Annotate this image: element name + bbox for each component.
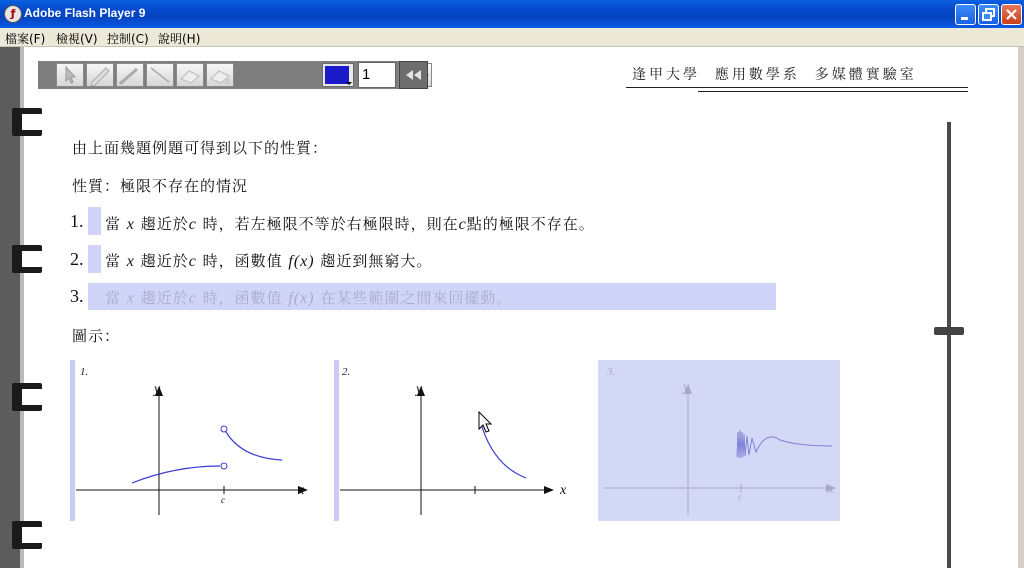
rewind-icon bbox=[400, 62, 427, 88]
menu-view[interactable]: 檢視(V) bbox=[56, 32, 98, 46]
page-slider-thumb[interactable] bbox=[934, 327, 964, 335]
minimize-button[interactable] bbox=[955, 4, 976, 25]
graph-3-panel bbox=[598, 360, 840, 521]
clear-tool[interactable] bbox=[206, 63, 234, 87]
header-rule bbox=[626, 87, 968, 88]
item-2-number: 2. bbox=[70, 249, 84, 269]
graph-1-open-point bbox=[221, 463, 227, 469]
menu-file[interactable]: 檔案(F) bbox=[5, 32, 46, 46]
graph-1-open-point bbox=[221, 426, 227, 432]
brush-icon bbox=[117, 64, 143, 86]
close-button[interactable] bbox=[1001, 4, 1022, 25]
graph-2-x-label: x bbox=[560, 483, 567, 498]
eraser-tool[interactable] bbox=[176, 63, 204, 87]
item-1-highlight bbox=[88, 207, 101, 235]
institution-header: 逢甲大學 應用數學系 多媒體實驗室 bbox=[632, 67, 917, 83]
restore-button[interactable] bbox=[978, 4, 999, 25]
graph-1 bbox=[70, 360, 310, 521]
graph-1-x-label: x bbox=[298, 483, 305, 498]
item-2-highlight bbox=[88, 245, 101, 273]
graph-3-oscillating-curve bbox=[737, 430, 832, 458]
graph-1-panel bbox=[70, 360, 310, 521]
graph-1-label: 1. bbox=[80, 366, 89, 378]
graph-2-y-label: y bbox=[416, 382, 423, 397]
line-tool[interactable] bbox=[146, 63, 174, 87]
graph-1-left-curve bbox=[132, 466, 220, 483]
binder-ring bbox=[12, 245, 42, 273]
item-2-text: 當 x 趨近於c 時，函數值 f(x) 趨近到無窮大。 bbox=[105, 252, 433, 270]
menu-control[interactable]: 控制(C) bbox=[107, 32, 149, 46]
header-rule bbox=[698, 91, 968, 92]
pointer-tool[interactable] bbox=[56, 63, 84, 87]
graph-3-c-label: c bbox=[738, 492, 742, 502]
eraser-icon bbox=[177, 64, 203, 86]
arrow-cursor-icon bbox=[57, 64, 83, 86]
item-3-number: 3. bbox=[70, 286, 84, 306]
graph-3-x-label: x bbox=[828, 481, 834, 496]
diagram-label: 圖示： bbox=[72, 327, 121, 345]
graph-1-y-label: y bbox=[154, 382, 161, 397]
item-3-text: 當 x 趨近於c 時，函數值 f(x) 在某些範圍之間來回擺動。 bbox=[105, 289, 513, 307]
item-1-text: 當 x 趨近於c 時，若左極限不等於右極限時，則在c點的極限不存在。 bbox=[105, 215, 595, 233]
line-icon bbox=[147, 64, 173, 86]
rewind-button[interactable] bbox=[399, 61, 428, 89]
drawing-toolbar bbox=[38, 61, 428, 89]
page-slider-track[interactable] bbox=[947, 122, 951, 568]
graph-3-label: 3. bbox=[607, 366, 616, 378]
graph-2-label: 2. bbox=[342, 366, 351, 378]
property-heading: 性質：極限不存在的情況 bbox=[72, 177, 249, 195]
binder-ring bbox=[12, 383, 42, 411]
menu-help[interactable]: 說明(H) bbox=[158, 32, 201, 46]
graph-3-y-label: y bbox=[683, 380, 690, 395]
title-bar bbox=[0, 0, 1024, 28]
window-right-border bbox=[1018, 47, 1024, 568]
binder-ring bbox=[12, 521, 42, 549]
intro-text: 由上面幾題例題可得到以下的性質： bbox=[72, 139, 329, 157]
chevron-down-icon bbox=[323, 64, 353, 86]
pencil-icon bbox=[87, 64, 113, 86]
graph-3 bbox=[598, 360, 840, 521]
eraser-all-icon bbox=[207, 64, 233, 86]
graph-2-panel bbox=[334, 360, 580, 521]
mouse-cursor-icon bbox=[478, 411, 494, 435]
size-field[interactable]: 1 bbox=[358, 62, 396, 88]
color-picker[interactable] bbox=[322, 63, 354, 87]
flash-app-icon[interactable]: ƒ bbox=[4, 5, 22, 23]
window-title: Adobe Flash Player 9 bbox=[24, 6, 146, 20]
graph-1-right-curve bbox=[226, 432, 282, 460]
pencil-tool[interactable] bbox=[86, 63, 114, 87]
binder-ring bbox=[12, 108, 42, 136]
graph-1-c-label: c bbox=[221, 495, 225, 505]
graph-2 bbox=[334, 360, 580, 521]
brush-tool[interactable] bbox=[116, 63, 144, 87]
item-1-number: 1. bbox=[70, 211, 84, 231]
menu-bar bbox=[0, 28, 1024, 47]
